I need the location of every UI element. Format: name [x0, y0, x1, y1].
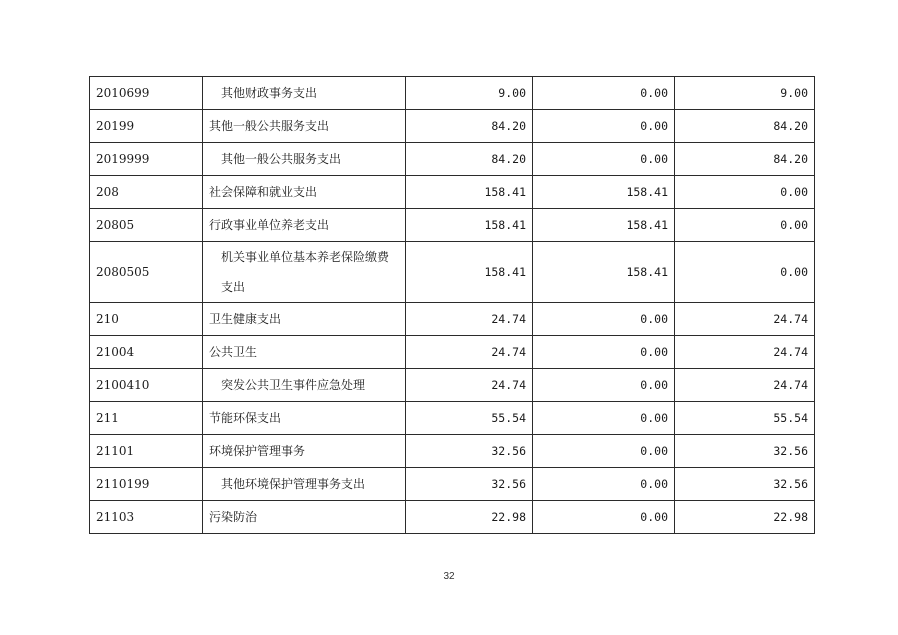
project-expenditure-cell: 0.00: [675, 209, 815, 242]
table-row: [90, 303, 815, 336]
subject-code-cell: 21103: [90, 501, 203, 534]
subject-code-cell: 2080505: [90, 242, 203, 303]
page-number: 32: [443, 571, 455, 582]
subject-name-cell: 突发公共卫生事件应急处理: [203, 369, 406, 402]
basic-expenditure-cell: 0.00: [533, 336, 675, 369]
project-expenditure-cell: 24.74: [675, 303, 815, 336]
project-expenditure-cell: 0.00: [675, 176, 815, 209]
total-amount-cell: 84.20: [406, 110, 533, 143]
subject-code-cell: 20199: [90, 110, 203, 143]
table-row: [90, 369, 815, 402]
subject-code-cell: 211: [90, 402, 203, 435]
basic-expenditure-cell: 158.41: [533, 209, 675, 242]
total-amount-cell: 24.74: [406, 369, 533, 402]
subject-name-cell: 节能环保支出: [203, 402, 406, 435]
basic-expenditure-cell: 0.00: [533, 369, 675, 402]
subject-code-cell: 21004: [90, 336, 203, 369]
subject-code-cell: 2100410: [90, 369, 203, 402]
total-amount-cell: 158.41: [406, 176, 533, 209]
total-amount-cell: 22.98: [406, 501, 533, 534]
project-expenditure-cell: 84.20: [675, 143, 815, 176]
table-row: [90, 143, 815, 176]
basic-expenditure-cell: 0.00: [533, 143, 675, 176]
project-expenditure-cell: 55.54: [675, 402, 815, 435]
subject-name-cell: 污染防治: [203, 501, 406, 534]
table-row: [90, 468, 815, 501]
total-amount-cell: 84.20: [406, 143, 533, 176]
table-body: [90, 77, 815, 534]
basic-expenditure-cell: 0.00: [533, 110, 675, 143]
table-row: [90, 242, 815, 303]
subject-name-cell: 环境保护管理事务: [203, 435, 406, 468]
subject-name-cell: 机关事业单位基本养老保险缴费支出: [203, 242, 406, 303]
subject-name-cell: 公共卫生: [203, 336, 406, 369]
total-amount-cell: 32.56: [406, 435, 533, 468]
total-amount-cell: 24.74: [406, 336, 533, 369]
project-expenditure-cell: 84.20: [675, 110, 815, 143]
subject-name-cell: 卫生健康支出: [203, 303, 406, 336]
total-amount-cell: 55.54: [406, 402, 533, 435]
table-row: [90, 176, 815, 209]
basic-expenditure-cell: 0.00: [533, 77, 675, 110]
table-row: [90, 110, 815, 143]
total-amount-cell: 158.41: [406, 209, 533, 242]
project-expenditure-cell: 0.00: [675, 242, 815, 303]
project-expenditure-cell: 22.98: [675, 501, 815, 534]
subject-name-cell: 其他一般公共服务支出: [203, 110, 406, 143]
subject-code-cell: 20805: [90, 209, 203, 242]
project-expenditure-cell: 24.74: [675, 369, 815, 402]
subject-code-cell: 21101: [90, 435, 203, 468]
subject-code-cell: 208: [90, 176, 203, 209]
subject-code-cell: 210: [90, 303, 203, 336]
basic-expenditure-cell: 0.00: [533, 435, 675, 468]
basic-expenditure-cell: 0.00: [533, 468, 675, 501]
basic-expenditure-cell: 0.00: [533, 402, 675, 435]
total-amount-cell: 32.56: [406, 468, 533, 501]
table-row: [90, 402, 815, 435]
project-expenditure-cell: 32.56: [675, 468, 815, 501]
basic-expenditure-cell: 158.41: [533, 176, 675, 209]
basic-expenditure-cell: 0.00: [533, 501, 675, 534]
subject-code-cell: 2010699: [90, 77, 203, 110]
project-expenditure-cell: 32.56: [675, 435, 815, 468]
subject-name-cell: 社会保障和就业支出: [203, 176, 406, 209]
project-expenditure-cell: 9.00: [675, 77, 815, 110]
project-expenditure-cell: 24.74: [675, 336, 815, 369]
subject-name-cell: 其他财政事务支出: [203, 77, 406, 110]
table-row: [90, 209, 815, 242]
subject-name-cell: 行政事业单位养老支出: [203, 209, 406, 242]
expenditure-table: [89, 76, 815, 534]
table-row: [90, 336, 815, 369]
table-row: [90, 501, 815, 534]
subject-code-cell: 2110199: [90, 468, 203, 501]
table-row: [90, 435, 815, 468]
subject-name-cell: 其他一般公共服务支出: [203, 143, 406, 176]
basic-expenditure-cell: 158.41: [533, 242, 675, 303]
table-row: [90, 77, 815, 110]
subject-name-cell: 其他环境保护管理事务支出: [203, 468, 406, 501]
total-amount-cell: 9.00: [406, 77, 533, 110]
total-amount-cell: 24.74: [406, 303, 533, 336]
total-amount-cell: 158.41: [406, 242, 533, 303]
basic-expenditure-cell: 0.00: [533, 303, 675, 336]
subject-code-cell: 2019999: [90, 143, 203, 176]
